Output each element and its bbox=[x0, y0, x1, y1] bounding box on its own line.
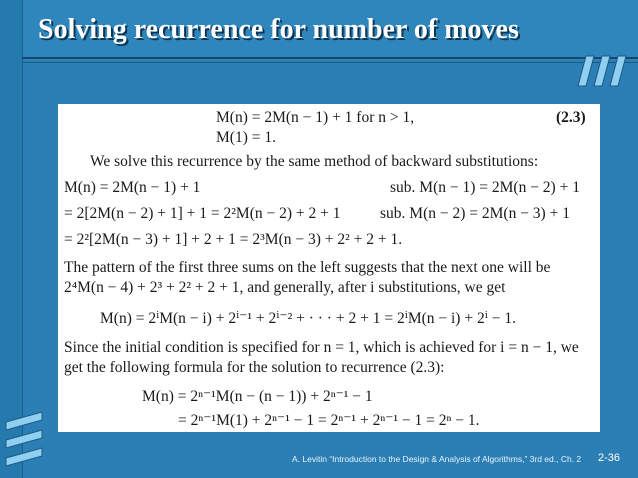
method-sentence: We solve this recurrence by the same method of backward substitutions: bbox=[90, 153, 539, 170]
slide-title: Solving recurrence for number of moves bbox=[38, 14, 519, 45]
recurrence-line: M(n) = 2M(n − 1) + 1 for n > 1, bbox=[216, 109, 415, 126]
general-formula: M(n) = 2ⁱM(n − i) + 2ⁱ⁻¹ + 2ⁱ⁻² + · · · + 2 + 1 = 2ⁱM(n − i) + 2ⁱ − 1. bbox=[100, 310, 516, 327]
pattern-sentence-2: 2⁴M(n − 4) + 2³ + 2² + 2 + 1, and generally, after i substitutions, we get bbox=[64, 279, 506, 296]
solution-line-2: = 2ⁿ⁻¹M(1) + 2ⁿ⁻¹ − 1 = 2ⁿ⁻¹ + 2ⁿ⁻¹ − 1 = 2ⁿ − 1. bbox=[178, 412, 480, 429]
substitution-step-1: M(n) = 2M(n − 1) + 1 bbox=[64, 179, 201, 196]
pattern-sentence-1: The pattern of the first three sums on the left suggests that the next one will be bbox=[64, 259, 551, 276]
left-border-strip bbox=[0, 0, 23, 478]
substitution-step-3: = 2²[2M(n − 3) + 1] + 2 + 1 = 2³M(n − 3) + 2² + 2 + 1. bbox=[64, 231, 403, 248]
stylized-m-logo-icon bbox=[2, 408, 46, 474]
title-divider bbox=[22, 57, 638, 59]
initial-condition-sentence-2: get the following formula for the solution to recurrence (2.3): bbox=[64, 359, 445, 376]
slide-footer: A. Levitin “Introduction to the Design & Analysis of Algorithms,” 3rd ed., Ch. 2 bbox=[292, 454, 582, 464]
page-number: 2-36 bbox=[598, 452, 621, 464]
equation-label: (2.3) bbox=[556, 109, 586, 126]
solution-line-1: M(n) = 2ⁿ⁻¹M(n − (n − 1)) + 2ⁿ⁻¹ − 1 bbox=[142, 388, 373, 405]
content-panel bbox=[58, 104, 600, 432]
substitution-note-1: sub. M(n − 1) = 2M(n − 2) + 1 bbox=[390, 179, 580, 196]
substitution-note-2: sub. M(n − 2) = 2M(n − 3) + 1 bbox=[380, 205, 570, 222]
substitution-step-2: = 2[2M(n − 2) + 1] + 1 = 2²M(n − 2) + 2 + 1 bbox=[64, 205, 341, 222]
initial-condition-sentence-1: Since the initial condition is specified for n = 1, which is achieved for i = n − 1, we bbox=[64, 339, 579, 356]
title-divider-secondary bbox=[22, 62, 638, 63]
stylized-m-logo-icon bbox=[572, 50, 634, 90]
initial-condition: M(1) = 1. bbox=[216, 129, 276, 146]
